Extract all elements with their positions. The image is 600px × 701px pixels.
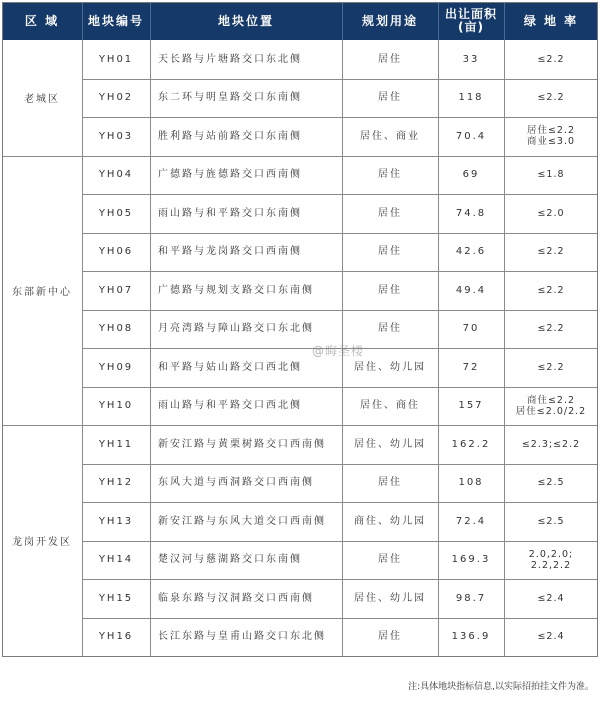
footnote: 注:具体地块指标信息,以实际招拍挂文件为准。	[408, 682, 594, 692]
cell-usage: 居住、幼儿园	[354, 592, 426, 604]
district-cell: 老城区	[2, 40, 82, 156]
cell-usage: 居住、商业	[360, 130, 420, 142]
cell-green-rate: 商住≤2.2 居住≤2.0/2.2	[515, 394, 587, 417]
cell-location: 临泉东路与汉洞路交口西南侧	[158, 592, 314, 604]
cell-area: 74.8	[455, 207, 487, 219]
cell-usage: 居住	[378, 92, 402, 104]
header-area: 出让面积 (亩)	[438, 2, 504, 40]
district-cell: 龙岗开发区	[2, 425, 82, 656]
cell-usage: 居住	[378, 477, 402, 489]
cell-parcel-code: YH01	[98, 53, 134, 65]
cell-area: 33	[462, 53, 480, 65]
header-green-rate: 绿 地 率	[504, 2, 598, 40]
cell-location: 新安江路与黄栗树路交口西南侧	[158, 438, 326, 450]
cell-location: 东二环与明皇路交口东南侧	[158, 92, 302, 104]
cell-area: 70.4	[455, 130, 487, 142]
watermark: @晦圣楼	[312, 344, 365, 358]
cell-usage: 居住	[378, 631, 402, 643]
cell-area: 157	[458, 400, 484, 412]
cell-parcel-code: YH10	[98, 400, 134, 412]
cell-location: 雨山路与和平路交口东南侧	[158, 207, 302, 219]
cell-usage: 居住	[378, 554, 402, 566]
cell-area: 169.3	[451, 554, 491, 566]
cell-usage: 居住	[378, 323, 402, 335]
cell-usage: 居住、幼儿园	[354, 438, 426, 450]
cell-location: 新安江路与东风大道交口西南侧	[158, 515, 326, 527]
cell-location: 月亮湾路与障山路交口东北侧	[158, 323, 314, 335]
cell-parcel-code: YH08	[98, 323, 134, 335]
cell-green-rate: ≤2.4	[537, 592, 565, 604]
cell-area: 162.2	[451, 438, 491, 450]
cell-green-rate: 居住≤2.2 商业≤3.0	[526, 125, 576, 148]
cell-area: 69	[462, 169, 480, 181]
cell-green-rate: ≤1.8	[537, 169, 565, 181]
cell-area: 70	[462, 323, 480, 335]
cell-parcel-code: YH14	[98, 554, 134, 566]
cell-green-rate: 2.0,2.0; 2.2,2.2	[528, 548, 574, 571]
cell-parcel-code: YH11	[98, 438, 134, 450]
cell-area: 42.6	[455, 246, 487, 258]
cell-green-rate: ≤2.2	[537, 323, 565, 335]
cell-green-rate: ≤2.5	[537, 515, 565, 527]
cell-green-rate: ≤2.4	[537, 631, 565, 643]
cell-usage: 居住、幼儿园	[354, 361, 426, 373]
cell-parcel-code: YH02	[98, 92, 134, 104]
cell-green-rate: ≤2.2	[537, 92, 565, 104]
cell-green-rate: ≤2.2	[537, 284, 565, 296]
cell-location: 楚汉河与慈湖路交口东南侧	[158, 554, 302, 566]
cell-usage: 居住	[378, 284, 402, 296]
cell-parcel-code: YH15	[98, 592, 134, 604]
cell-green-rate: ≤2.0	[537, 207, 565, 219]
cell-green-rate: ≤2.5	[537, 477, 565, 489]
cell-parcel-code: YH13	[98, 515, 134, 527]
cell-location: 雨山路与和平路交口西北侧	[158, 400, 302, 412]
district-cell: 东部新中心	[2, 156, 82, 426]
cell-usage: 居住	[378, 207, 402, 219]
cell-area: 118	[458, 92, 484, 104]
cell-parcel-code: YH03	[98, 130, 134, 142]
cell-area: 108	[458, 477, 484, 489]
cell-green-rate: ≤2.2	[537, 53, 565, 65]
cell-area: 49.4	[455, 284, 487, 296]
header-code: 地块编号	[82, 2, 150, 40]
table-border	[2, 2, 598, 657]
cell-location: 和平路与姑山路交口西北侧	[158, 361, 302, 373]
cell-parcel-code: YH06	[98, 246, 134, 258]
cell-parcel-code: YH12	[98, 477, 134, 489]
cell-location: 东风大道与西洞路交口西南侧	[158, 477, 314, 489]
cell-location: 广德路与旌德路交口西南侧	[158, 169, 302, 181]
cell-green-rate: ≤2.3;≤2.2	[521, 438, 581, 450]
cell-usage: 居住、商住	[360, 400, 420, 412]
cell-location: 胜利路与站前路交口东南侧	[158, 130, 302, 142]
cell-area: 98.7	[455, 592, 487, 604]
header-district: 区 域	[2, 2, 82, 40]
cell-location: 长江东路与皇甫山路交口东北侧	[158, 631, 326, 643]
cell-parcel-code: YH07	[98, 284, 134, 296]
cell-area: 72	[462, 361, 480, 373]
cell-location: 天长路与片塘路交口东北侧	[158, 53, 302, 65]
cell-location: 广德路与规划支路交口东南侧	[158, 284, 314, 296]
cell-parcel-code: YH16	[98, 631, 134, 643]
cell-usage: 居住	[378, 169, 402, 181]
cell-usage: 商住、幼儿园	[354, 515, 426, 527]
cell-parcel-code: YH09	[98, 361, 134, 373]
header-location: 地块位置	[150, 2, 342, 40]
cell-location: 和平路与龙岗路交口西南侧	[158, 246, 302, 258]
cell-area: 72.4	[455, 515, 487, 527]
cell-parcel-code: YH04	[98, 169, 134, 181]
header-usage: 规划用途	[342, 2, 438, 40]
cell-green-rate: ≤2.2	[537, 246, 565, 258]
cell-green-rate: ≤2.2	[537, 361, 565, 373]
cell-parcel-code: YH05	[98, 207, 134, 219]
cell-usage: 居住	[378, 246, 402, 258]
cell-usage: 居住	[378, 53, 402, 65]
land-parcel-table	[2, 2, 598, 656]
cell-area: 136.9	[451, 631, 491, 643]
